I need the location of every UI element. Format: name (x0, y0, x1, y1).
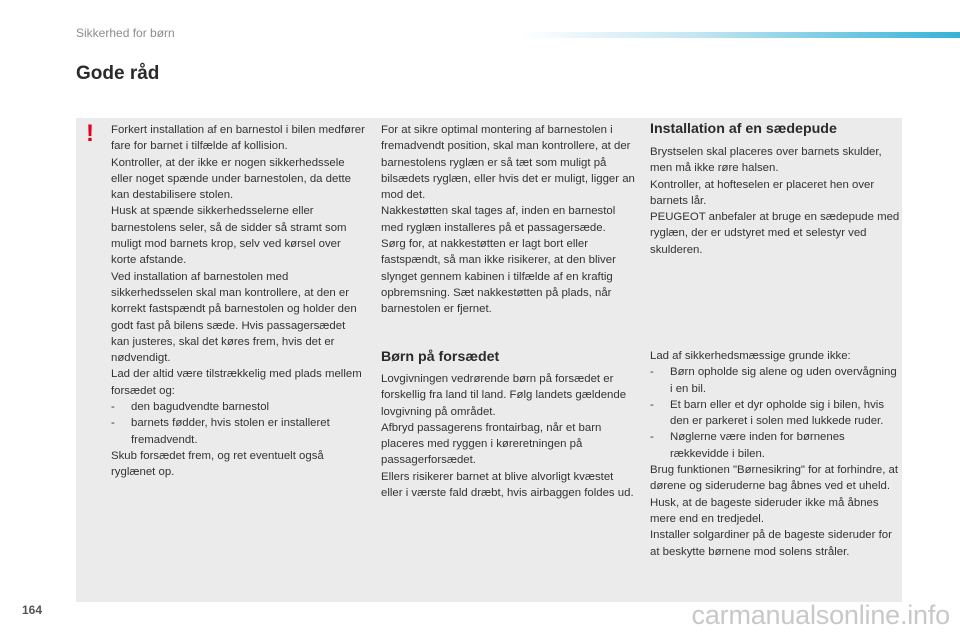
list-item: - Børn opholde sig alene og uden overvågning i en bil. (650, 364, 902, 397)
warning-paragraph: Husk at spænde sikkerhedsselerne eller barnestolens seler, så de sidder så stramt som muligt mod barnets krop, selv ved kørsel over korte afstande. (111, 205, 347, 267)
watermark: carmanualsonline.info (691, 600, 950, 630)
list-item: - Nøglerne være inden for børnenes rækkevidde i bilen. (650, 429, 902, 462)
safety-list (650, 364, 902, 462)
front-seat-heading: Børn på forsædet (381, 349, 500, 365)
warning-paragraph: Forkert installation af en barnestol i bilen medfører fare for barnet i tilfælde af kollision. (111, 124, 365, 153)
safety-paragraph: Installer solgardiner på de bageste sideruder for at beskytte børnene mod solens stråler. (650, 529, 892, 558)
warning-paragraph: Ved installation af barnestolen med sikkerhedsselen skal man kontrollere, at den er korrekt fastspændt på barnestolen og holder den godt fast på bilens sæde. Hvis passagersædet kan justeres, skal det køres frem, hvis det er nødvendigt. (111, 270, 357, 365)
section-label: Sikkerhed for børn (76, 26, 175, 40)
mounting-paragraph: Nakkestøtten skal tages af, inden en barnestol med ryglæn installeres på et passagersæde. (381, 205, 616, 234)
exclamation-icon: ! (86, 120, 94, 147)
booster-paragraph: Kontroller, at hofteselen er placeret hen over barnets lår. (650, 178, 875, 207)
front-seat-paragraph: Afbryd passagerens frontairbag, når et barn placeres med ryggen i køreretningen på passagerforsædet. (381, 421, 602, 467)
page-title: Gode råd (76, 63, 160, 84)
warning-list (111, 399, 365, 448)
mounting-paragraph: For at sikre optimal montering af barnestolen i fremadvendt position, skal man kontrollere, at der barnestolens ryglæn er så tæt som muligt på bilsædets ryglæn, eller hvis det er muligt, ligger an mod det. (381, 124, 635, 202)
list-item: - den bagudvendte barnestol (111, 399, 365, 415)
front-seat-text (381, 371, 635, 501)
front-seat-paragraph: Lovgivningen vedrørende børn på forsædet er forskellig fra land til land. Følg landets gældende lovgivning på området. (381, 373, 627, 418)
safety-intro: Lad af sikkerhedsmæssige grunde ikke: (650, 350, 851, 362)
booster-heading: Installation af en sædepude (650, 121, 837, 137)
booster-text (650, 144, 902, 258)
safety-paragraph: Husk, at de bageste sideruder ikke må åbnes mere end en tredjedel. (650, 496, 879, 525)
warning-paragraph: Lad der altid være tilstrækkelig med plads mellem forsædet og: (111, 368, 362, 397)
mounting-text (381, 122, 635, 318)
mounting-paragraph: Sørg for, at nakkestøtten er lagt bort eller fastspændt, så man ikke risikerer, at den bliver slynget gennem kabinen i tilfælde af en kraftig opbremsning. Sæt nakkestøtten på plads, når barnestolen er fjernet. (381, 238, 616, 316)
list-item: - barnets fødder, hvis stolen er installeret fremadvendt. (111, 415, 365, 448)
booster-paragraph: PEUGEOT anbefaler at bruge en sædepude med ryglæn, der er udstyret med et selestyr ved skulderen. (650, 211, 900, 256)
booster-paragraph: Brystselen skal placeres over barnets skulder, men må ikke røre halsen. (650, 146, 882, 175)
safety-paragraph: Brug funktionen "Børnesikring" for at forhindre, at dørene og sideruderne bag åbnes ved et uheld. (650, 464, 899, 493)
warning-closing: Skub forsædet frem, og ret eventuelt også ryglænet op. (111, 449, 324, 479)
warning-paragraph: Kontroller, at der ikke er nogen sikkerhedssele eller noget spænde under barnestolen, da dette kan destabilisere stolen. (111, 156, 352, 202)
list-item: - Et barn eller et dyr opholde sig i bilen, hvis den er parkeret i solen med lukkede ruder. (650, 397, 902, 430)
page-number: 164 (22, 603, 43, 617)
header-accent-bar (520, 32, 960, 38)
front-seat-paragraph: Ellers risikerer barnet at blive alvorligt kvæstet eller i værste fald dræbt, hvis airbaggen foldes ud. (381, 470, 634, 500)
warning-text (111, 122, 365, 481)
safety-text (650, 348, 902, 560)
